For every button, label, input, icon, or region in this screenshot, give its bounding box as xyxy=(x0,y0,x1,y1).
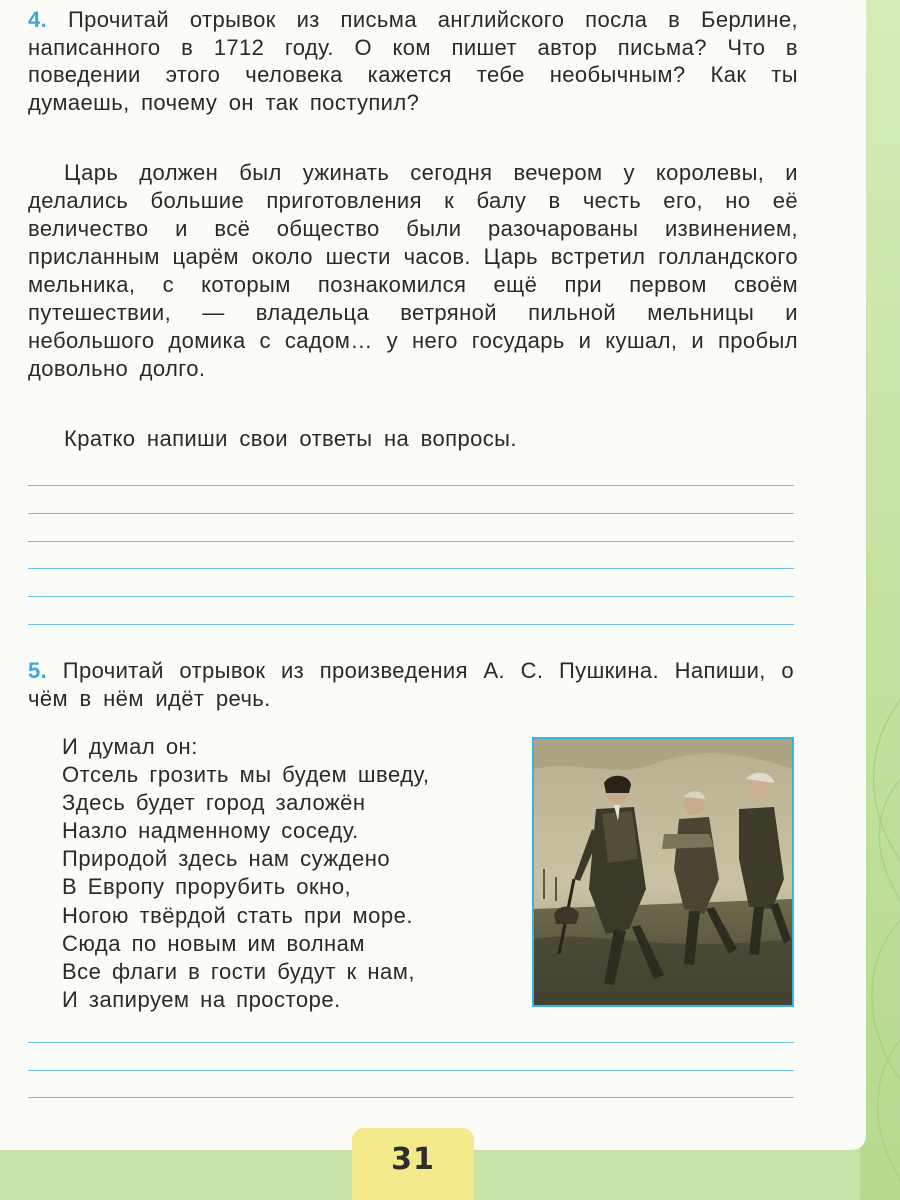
task-4-prompt xyxy=(28,6,798,116)
poem-line: Ногою твёрдой стать при море. xyxy=(62,902,413,928)
poem-line: И думал он: xyxy=(62,734,198,759)
answer-line[interactable] xyxy=(28,485,794,486)
page-number: 31 xyxy=(391,1142,435,1177)
answer-line[interactable] xyxy=(28,568,794,569)
poem-line: Назло надменному соседу. xyxy=(62,818,359,844)
task-5-number: 5. xyxy=(28,658,48,683)
answer-line[interactable] xyxy=(28,541,794,542)
answer-line[interactable] xyxy=(28,513,794,514)
task-5-prompt xyxy=(28,657,794,712)
answer-line[interactable] xyxy=(28,1070,794,1071)
painting-peter-the-great-icon xyxy=(532,737,794,1007)
poem-line: В Европу прорубить окно, xyxy=(62,874,352,900)
task-4-number: 4. xyxy=(28,7,48,32)
task-4-text: Прочитай отрывок из письма английского посла в Берлине, написанного в 1712 году. О ком пишет автор письма? Что в поведении этого человека кажется тебе необычным? Как ты думаешь, почему он так поступил? xyxy=(28,7,798,115)
answer-line[interactable] xyxy=(28,596,794,597)
answer-line[interactable] xyxy=(28,1042,794,1043)
task-4-letter-quote: Царь должен был ужинать сегодня вечером у королевы, и делались большие приготовления к балу в честь его, но её величество и всё общество были разочарованы извинением, присланным царём около шести часов. Царь встретил голландского мельника, с которым познакомился ещё при первом своём путешествии, — владельца ветряной пильной мельницы и небольшого домика с садом… у него государь и кушал, и пробыл довольно долго. xyxy=(28,160,798,381)
poem-line: Здесь будет город заложён xyxy=(62,790,366,816)
poem-line: Отсель грозить мы будем шведу, xyxy=(62,762,430,788)
poem-line: Сюда по новым им волнам xyxy=(62,930,366,956)
poem-line: Природой здесь нам суждено xyxy=(62,846,391,872)
answer-line[interactable] xyxy=(28,1097,794,1098)
task-4-instruction: Кратко напиши свои ответы на вопросы. xyxy=(64,426,517,451)
answer-line[interactable] xyxy=(28,624,794,625)
page-number-tab xyxy=(352,1128,474,1200)
poem-line: Все флаги в гости будут к нам, xyxy=(62,958,415,984)
pushkin-poem xyxy=(62,733,429,1014)
task-5-text: Прочитай отрывок из произведения А. С. Пушкина. Напиши, о чём в нём идёт речь. xyxy=(28,658,794,711)
poem-line: И запируем на просторе. xyxy=(62,986,341,1012)
